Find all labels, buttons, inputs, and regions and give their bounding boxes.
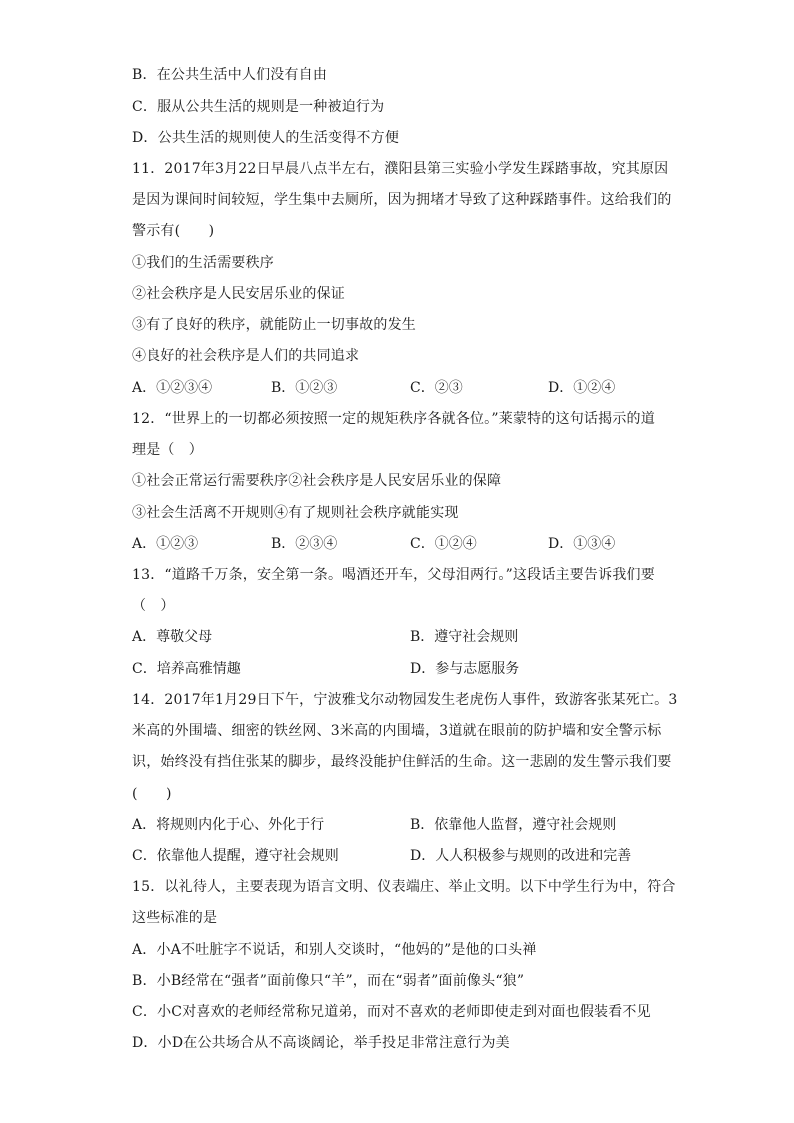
q14-option-d: D．人人积极参与规则的改进和完善 [410,848,632,864]
q12-option-a: A．①②③ [132,536,199,552]
q15-option-d: D．小D在公共场合从不高谈阔论，举手投足非常注意行为美 [132,1035,510,1051]
q11-option-b: B．①②③ [271,380,338,396]
q14-option-c: C．依靠他人提醒，遵守社会规则 [132,848,339,864]
q15-option-a: A．小A不吐脏字不说话，和别人交谈时，“他妈的”是他的口头禅 [132,942,537,958]
q15-option-c: C．小C对喜欢的老师经常称兄道弟，而对不喜欢的老师即使走到对面也假装看不见 [132,1004,651,1020]
q13-stem-line-2: （ ） [132,598,175,614]
q12-option-c: C．①②④ [410,536,477,552]
q15-stem-line-2: 这些标准的是 [132,910,218,926]
q11-stem-line-3: 警示有( ) [132,223,215,239]
q11-stem-line-1: 11．2017年3月22日早晨八点半左右，濮阳县第三实验小学发生踩踏事故，究其原因 [132,161,669,177]
q10-option-b: B．在公共生活中人们没有自由 [132,67,328,83]
q13-option-b: B．遵守社会规则 [410,629,519,645]
q11-item-3: ③有了良好的秩序，就能防止一切事故的发生 [132,317,416,333]
q13-option-c: C．培养高雅情趣 [132,661,241,677]
q13-option-a: A．尊敬父母 [132,629,213,645]
q12-item-2: ③社会生活离不开规则④有了规则社会秩序就能实现 [132,505,459,521]
q12-stem-line-2: 理是（ ） [132,442,203,458]
q13-option-d: D．参与志愿服务 [410,661,520,677]
q15-stem-line-1: 15．以礼待人，主要表现为语言文明、仪表端庄、举止文明。以下中学生行为中，符合 [132,879,676,895]
q11-option-c: C．②③ [410,380,463,396]
q12-option-b: B．②③④ [271,536,338,552]
q11-item-2: ②社会秩序是人民安居乐业的保证 [132,286,345,302]
q14-stem-line-1: 14．2017年1月29日下午，宁波雅戈尔动物园发生老虎伤人事件，致游客张某死亡。3 [132,692,678,708]
q10-option-c: C．服从公共生活的规则是一种被迫行为 [132,99,385,115]
q12-item-1: ①社会正常运行需要秩序②社会秩序是人民安居乐业的保障 [132,473,502,489]
q14-option-a: A．将规则内化于心、外化于行 [132,817,325,833]
q12-stem-line-1: 12．“世界上的一切都必须按照一定的规矩秩序各就各位。”莱蒙特的这句话揭示的道 [132,411,655,427]
q10-option-d: D．公共生活的规则使人的生活变得不方便 [132,130,400,146]
q11-option-d: D．①②④ [548,380,616,396]
q11-item-1: ①我们的生活需要秩序 [132,255,274,271]
q14-stem-line-4: ( ) [132,786,172,802]
q11-item-4: ④良好的社会秩序是人们的共同追求 [132,348,360,364]
q11-option-a: A．①②③④ [132,380,213,396]
q14-stem-line-3: 识，始终没有挡住张某的脚步，最终没能护住鲜活的生命。这一悲剧的发生警示我们要 [132,754,672,770]
q11-stem-line-2: 是因为课间时间较短，学生集中去厕所，因为拥堵才导致了这种踩踏事件。这给我们的 [132,192,672,208]
q12-option-d: D．①③④ [548,536,616,552]
q14-option-b: B．依靠他人监督，遵守社会规则 [410,817,617,833]
q13-stem-line-1: 13．“道路千万条，安全第一条。喝酒还开车，父母泪两行。”这段话主要告诉我们要 [132,567,655,583]
q14-stem-line-2: 米高的外围墙、细密的铁丝网、3米高的内围墙，3道就在眼前的防护墙和安全警示标 [132,723,662,739]
q15-option-b: B．小B经常在“强者”面前像只“羊”，而在“弱者”面前像头“狼” [132,973,525,989]
